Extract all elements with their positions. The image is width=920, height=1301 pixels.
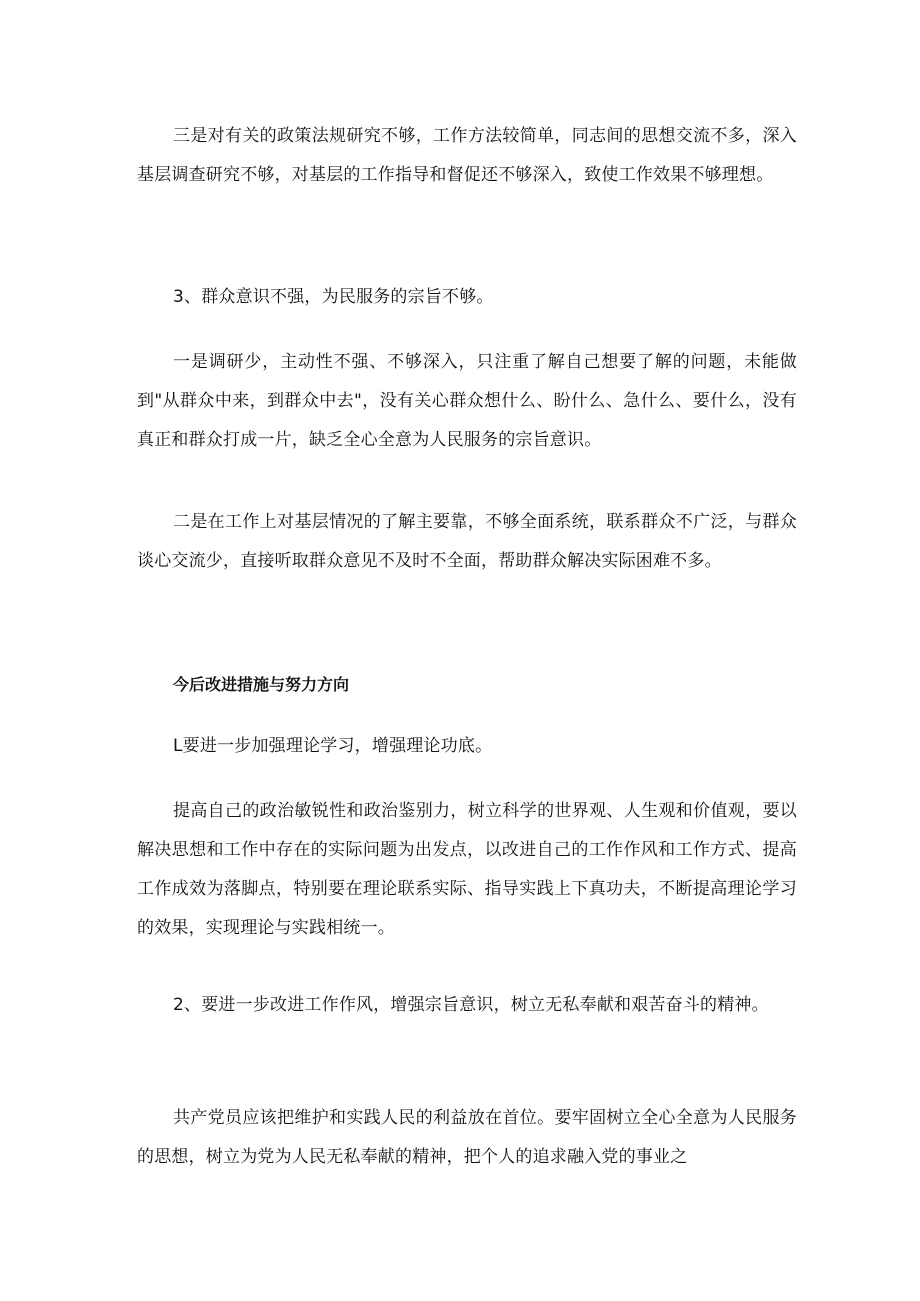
paragraph-theory-study: 提高自己的政治敏锐性和政治鉴别力，树立科学的世界观、人生观和价值观，要以解决思想和工作中存在的实际问题为出发点，以改进自己的工作作风和工作方式、提高工作成效为落脚点，特别要在理论联系实际、指导实践上下真功夫，不断提高理论学习的效果，实现理论与实践相统一。	[137, 801, 797, 938]
paragraph-point-1-title: L要进一步加强理论学习，增强理论功底。	[173, 736, 493, 756]
paragraph-policy-research: 三是对有关的政策法规研究不够，工作方法较简单，同志间的思想交流不多，深入基层调查研究不够，对基层的工作指导和督促还不够深入，致使工作效果不够理想。	[137, 126, 797, 185]
paragraph-grassroots-understanding: 二是在工作上对基层情况的了解主要靠，不够全面系统，联系群众不广泛，与群众谈心交流少，直接听取群众意见不及时不全面，帮助群众解决实际困难不多。	[137, 512, 797, 571]
paragraph-party-members: 共产党员应该把维护和实践人民的利益放在首位。要牢固树立全心全意为人民服务的思想，树立为党为人民无私奉献的精神，把个人的追求融入党的事业之	[137, 1108, 797, 1167]
paragraph-point-3-title: 3、群众意识不强，为民服务的宗旨不够。	[173, 287, 494, 307]
paragraph-research-lacking: 一是调研少，主动性不强、不够深入，只注重了解自己想要了解的问题，未能做到"从群众中来，到群众中去"，没有关心群众想什么、盼什么、急什么、要什么，没有真正和群众打成一片，缺乏全心全意为人民服务的宗旨意识。	[137, 352, 797, 450]
paragraph-point-2-title: 2、要进一步改进工作作风，增强宗旨意识，树立无私奉献和艰苦奋斗的精神。	[173, 995, 769, 1015]
section-heading-improvements: 今后改进措施与努力方向	[173, 675, 350, 694]
